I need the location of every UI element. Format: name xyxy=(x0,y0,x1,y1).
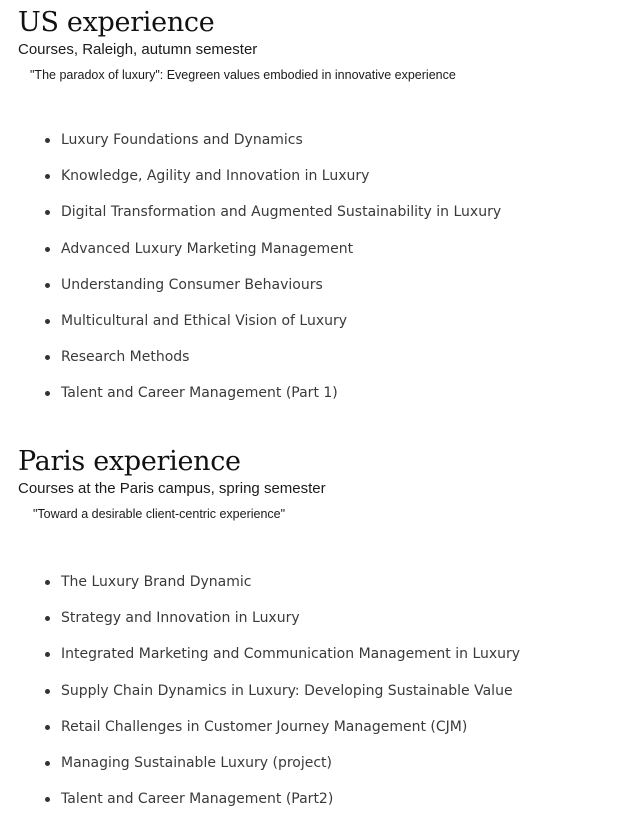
bullet-icon xyxy=(45,174,50,179)
bullet-icon xyxy=(45,355,50,360)
paris-course-list xyxy=(44,570,520,823)
bullet-icon xyxy=(45,725,50,730)
paris-course-item xyxy=(44,606,520,642)
course-label: Talent and Career Management (Part2) xyxy=(61,791,334,808)
us-course-item xyxy=(44,345,501,381)
course-label: Digital Transformation and Augmented Sustainability in Luxury xyxy=(61,204,502,221)
bullet-icon xyxy=(45,580,50,585)
course-label: Understanding Consumer Behaviours xyxy=(61,276,323,293)
us-course-item xyxy=(44,309,501,345)
paris-course-item xyxy=(44,642,520,678)
paris-course-item xyxy=(44,787,520,823)
us-course-item xyxy=(44,237,501,273)
bullet-icon xyxy=(45,797,50,802)
us-experience-tagline: "The paradox of luxury": Evegreen values embodied in innovative experience xyxy=(30,68,456,82)
course-label: Supply Chain Dynamics in Luxury: Developing Sustainable Value xyxy=(61,682,513,699)
paris-course-item xyxy=(44,751,520,787)
bullet-icon xyxy=(45,391,50,396)
paris-experience-subtitle: Courses at the Paris campus, spring semester xyxy=(18,480,326,497)
bullet-icon xyxy=(45,616,50,621)
course-label: Managing Sustainable Luxury (project) xyxy=(61,754,332,771)
paris-course-item xyxy=(44,715,520,751)
us-course-list xyxy=(44,128,501,418)
course-label: The Luxury Brand Dynamic xyxy=(61,574,252,590)
course-label: Multicultural and Ethical Vision of Luxury xyxy=(61,312,348,329)
paris-experience-section xyxy=(18,445,640,808)
us-course-item xyxy=(44,273,501,309)
course-label: Retail Challenges in Customer Journey Management (CJM) xyxy=(61,718,468,735)
bullet-icon xyxy=(45,319,50,324)
course-label: Knowledge, Agility and Innovation in Luxury xyxy=(61,168,370,185)
paris-experience-tagline: "Toward a desirable client-centric experience" xyxy=(33,507,286,521)
us-course-item xyxy=(44,128,501,164)
us-experience-section xyxy=(18,6,640,402)
course-label: Strategy and Innovation in Luxury xyxy=(61,610,300,627)
bullet-icon xyxy=(45,138,50,143)
bullet-icon xyxy=(45,283,50,288)
bullet-icon xyxy=(45,210,50,215)
us-experience-title: US experience xyxy=(18,7,215,38)
bullet-icon xyxy=(45,689,50,694)
paris-course-item xyxy=(44,679,520,715)
course-label: Research Methods xyxy=(61,349,190,366)
us-course-item xyxy=(44,200,501,236)
course-label: Talent and Career Management (Part 1) xyxy=(61,385,338,402)
course-label: Luxury Foundations and Dynamics xyxy=(61,132,303,148)
paris-course-item xyxy=(44,570,520,606)
us-experience-subtitle: Courses, Raleigh, autumn semester xyxy=(18,41,258,58)
paris-experience-title: Paris experience xyxy=(18,446,241,477)
us-course-item xyxy=(44,164,501,200)
course-label: Integrated Marketing and Communication Management in Luxury xyxy=(61,646,521,663)
bullet-icon xyxy=(45,761,50,766)
course-label: Advanced Luxury Marketing Management xyxy=(61,240,354,257)
bullet-icon xyxy=(45,247,50,252)
bullet-icon xyxy=(45,652,50,657)
us-course-item xyxy=(44,381,501,417)
